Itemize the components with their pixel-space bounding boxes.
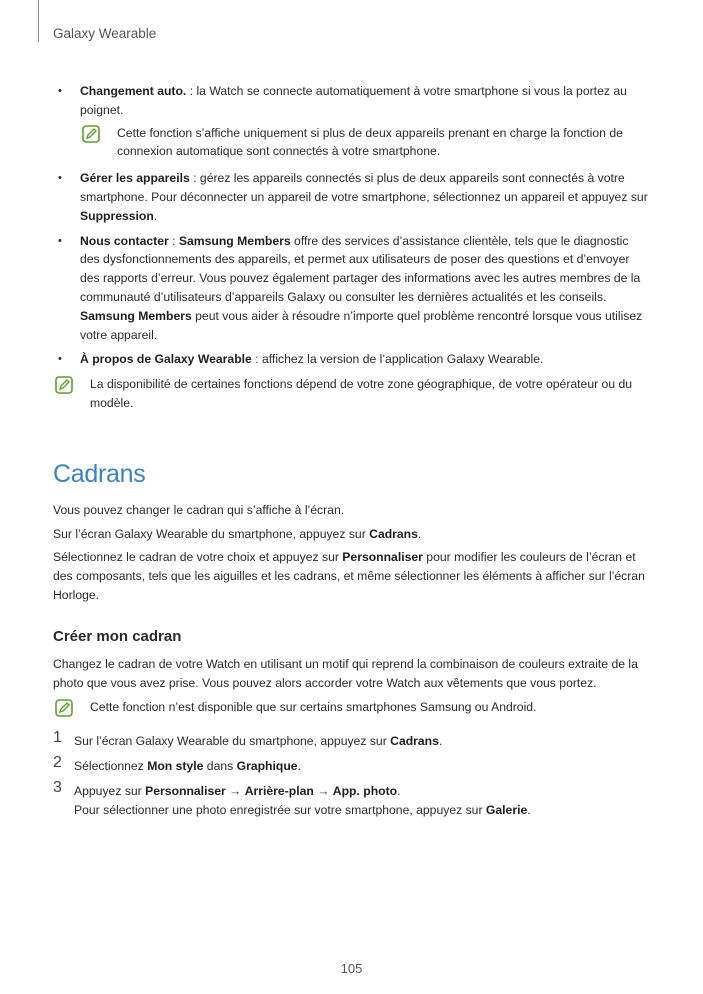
note — [53, 375, 650, 413]
bullet-icon: • — [58, 172, 62, 185]
header-rule — [38, 0, 39, 42]
step-number: 1 — [53, 729, 62, 747]
list-item: • Changement auto. : la Watch se connecte automatiquement à votre smartphone si vous la portez au poignet. Cette fonction s’affiche uniquement si plus de deux appareils prenant en charge la fonction de connexion automatique sont connectés à votre smartphone. — [53, 82, 650, 161]
note-icon — [55, 699, 73, 717]
note — [80, 124, 650, 162]
section-title: Cadrans — [53, 459, 146, 488]
note-text: Cette fonction s’affiche uniquement si plus de deux appareils prenant en charge la fonction de connexion automatique sont connectés à votre smartphone. — [117, 125, 623, 159]
step-item: 1 Sur l’écran Galaxy Wearable du smartphone, appuyez sur Cadrans. — [53, 729, 443, 749]
page-content — [53, 82, 650, 826]
header-title: Galaxy Wearable — [53, 26, 157, 41]
list-item: • Nous contacter : Samsung Members offre des services d’assistance clientèle, tels que le diagnostic des dysfonctionnements des appareils, et permet aux utilisateurs de poser des questions et d’envoyer des rapports d’erreur. Vous pouvez également partager des informations avec les autres membres de la communauté d’utilisateurs d’appareils Galaxy ou consulter les dernières actualités et les conseils. Samsung Members peut vous aider à résoudre n’importe quel problème rencontré lorsque vous utilisez votre appareil. — [58, 233, 643, 342]
note — [53, 698, 650, 722]
page-number: 105 — [340, 961, 363, 976]
step-number: 3 — [53, 778, 62, 796]
note-icon — [82, 125, 100, 143]
bullet-icon: • — [58, 353, 62, 366]
list-item: • À propos de Galaxy Wearable : affichez la version de l’application Galaxy Wearable. — [53, 350, 650, 369]
bullet-icon: • — [58, 85, 62, 97]
note-text: La disponibilité de certaines fonctions dépend de votre zone géographique, de votre opérateur ou du modèle. — [90, 377, 633, 410]
step-list — [53, 729, 650, 819]
note-icon — [55, 376, 73, 394]
paragraph: Sélectionnez le cadran de votre choix et appuyez sur Personnaliser pour modifier les couleurs de l’écran et des composants, tels que les aiguilles et les cadrans, et même sélectionner les éléments à afficher sur l’écran Horloge. — [53, 550, 645, 602]
paragraph: Vous pouvez changer le cadran qui s’affiche à l’écran. — [53, 502, 345, 517]
subsection-title: Créer mon cadran — [53, 627, 182, 645]
paragraph: Sur l’écran Galaxy Wearable du smartphone, appuyez sur Cadrans. — [53, 526, 422, 541]
paragraph: Changez le cadran de votre Watch en utilisant un motif qui reprend la combinaison de couleurs extraite de la photo que vous avez prise. Vous pouvez alors accorder votre Watch aux vêtements que vous portez. — [53, 656, 638, 690]
note-text: Cette fonction n’est disponible que sur certains smartphones Samsung ou Android. — [90, 700, 537, 715]
step-item: 3 Appuyez sur Personnaliser → Arrière-plan → App. photo. Pour sélectionner une photo enregistrée sur votre smartphone, appuyez sur Galerie. — [53, 778, 531, 817]
list-item: • Gérer les appareils : gérez les appareils connectés si plus de deux appareils sont connectés à votre smartphone. Pour déconnecter un appareil de votre smartphone, sélectionnez un appareil et appuyez sur Suppression. — [58, 171, 648, 223]
step-item: 2 Sélectionnez Mon style dans Graphique. — [53, 754, 301, 774]
bullet-icon: • — [58, 234, 62, 247]
option-list — [53, 82, 650, 369]
step-number: 2 — [53, 754, 62, 772]
